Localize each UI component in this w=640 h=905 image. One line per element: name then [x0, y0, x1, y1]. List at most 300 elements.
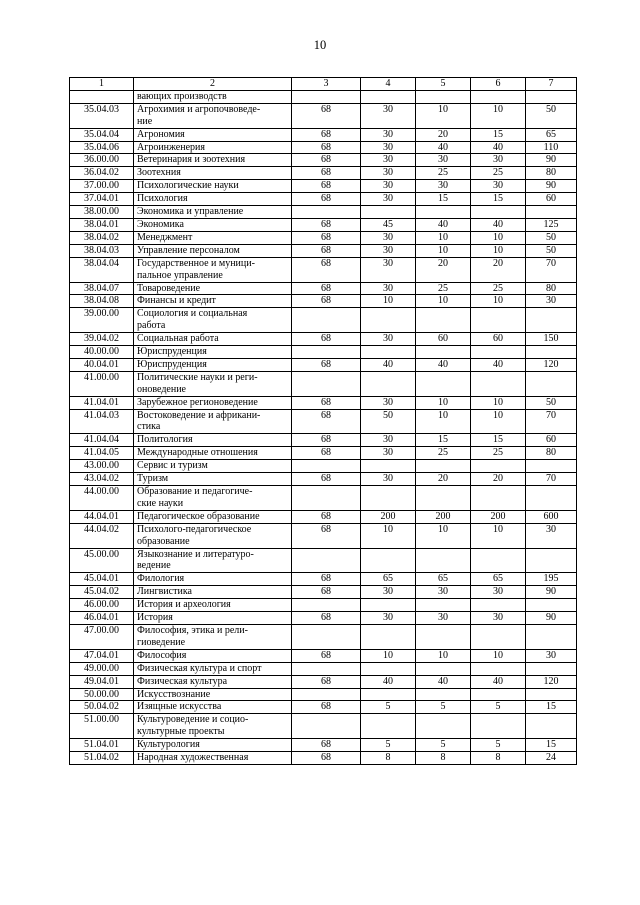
- col7-cell: 90: [526, 180, 577, 193]
- col4-cell: 30: [361, 447, 416, 460]
- col6-cell: 10: [471, 396, 526, 409]
- name-cell: Языкознание и литературо- ведение: [134, 548, 292, 573]
- table-row: [70, 295, 577, 308]
- col4-cell: [361, 714, 416, 739]
- col3-cell: [292, 662, 361, 675]
- col7-cell: [526, 206, 577, 219]
- col5-cell: [416, 206, 471, 219]
- table-row: [70, 346, 577, 359]
- col5-cell: [416, 308, 471, 333]
- table-row: [70, 739, 577, 752]
- col6-cell: [471, 548, 526, 573]
- col6-cell: 40: [471, 218, 526, 231]
- table-row: [70, 473, 577, 486]
- col6-cell: [471, 714, 526, 739]
- col3-cell: 68: [292, 231, 361, 244]
- table-row: [70, 396, 577, 409]
- col7-cell: 24: [526, 752, 577, 765]
- col3-cell: 68: [292, 128, 361, 141]
- name-cell: вающих производств: [134, 90, 292, 103]
- table-row: [70, 701, 577, 714]
- col7-cell: 70: [526, 257, 577, 282]
- col7-cell: 125: [526, 218, 577, 231]
- col5-cell: 30: [416, 180, 471, 193]
- name-cell: Искусствознание: [134, 688, 292, 701]
- col5-cell: 10: [416, 409, 471, 434]
- col6-cell: 30: [471, 612, 526, 625]
- col3-cell: 68: [292, 257, 361, 282]
- name-cell: Политология: [134, 434, 292, 447]
- col6-cell: 10: [471, 231, 526, 244]
- name-cell: Государственное и муници- пальное управление: [134, 257, 292, 282]
- table-row: [70, 141, 577, 154]
- name-cell: Социология и социальная работа: [134, 308, 292, 333]
- col5-cell: 40: [416, 218, 471, 231]
- col3-cell: 68: [292, 510, 361, 523]
- col6-cell: 40: [471, 675, 526, 688]
- col7-cell: [526, 624, 577, 649]
- name-cell: Философия: [134, 649, 292, 662]
- name-cell: Товароведение: [134, 282, 292, 295]
- col4-cell: [361, 371, 416, 396]
- name-cell: История: [134, 612, 292, 625]
- col4-cell: [361, 206, 416, 219]
- col6-cell: 30: [471, 180, 526, 193]
- col3-cell: [292, 346, 361, 359]
- col4-cell: 65: [361, 573, 416, 586]
- code-cell: 41.04.05: [70, 447, 134, 460]
- col6-cell: 25: [471, 167, 526, 180]
- col6-cell: 15: [471, 193, 526, 206]
- code-cell: 47.00.00: [70, 624, 134, 649]
- code-cell: 50.04.02: [70, 701, 134, 714]
- col3-cell: 68: [292, 333, 361, 346]
- column-header-6: 6: [471, 78, 526, 91]
- col7-cell: 60: [526, 193, 577, 206]
- col4-cell: 30: [361, 167, 416, 180]
- table-row: [70, 486, 577, 511]
- col5-cell: 30: [416, 154, 471, 167]
- col3-cell: 68: [292, 675, 361, 688]
- col5-cell: [416, 90, 471, 103]
- col6-cell: [471, 371, 526, 396]
- col7-cell: 50: [526, 103, 577, 128]
- code-cell: 45.04.01: [70, 573, 134, 586]
- table-row: [70, 649, 577, 662]
- col4-cell: [361, 624, 416, 649]
- col4-cell: 30: [361, 103, 416, 128]
- col5-cell: 60: [416, 333, 471, 346]
- col3-cell: 68: [292, 434, 361, 447]
- col4-cell: [361, 346, 416, 359]
- col7-cell: 120: [526, 358, 577, 371]
- col5-cell: [416, 460, 471, 473]
- col7-cell: [526, 346, 577, 359]
- code-cell: 36.04.02: [70, 167, 134, 180]
- col3-cell: 68: [292, 396, 361, 409]
- col7-cell: 60: [526, 434, 577, 447]
- name-cell: Физическая культура и спорт: [134, 662, 292, 675]
- code-cell: 51.04.02: [70, 752, 134, 765]
- col4-cell: 30: [361, 141, 416, 154]
- col7-cell: 15: [526, 739, 577, 752]
- col4-cell: 10: [361, 523, 416, 548]
- col7-cell: [526, 548, 577, 573]
- code-cell: 38.04.02: [70, 231, 134, 244]
- col7-cell: 80: [526, 282, 577, 295]
- col5-cell: 40: [416, 358, 471, 371]
- code-cell: 37.00.00: [70, 180, 134, 193]
- code-cell: 40.04.01: [70, 358, 134, 371]
- col3-cell: 68: [292, 473, 361, 486]
- name-cell: Менеджмент: [134, 231, 292, 244]
- col4-cell: [361, 662, 416, 675]
- col5-cell: [416, 371, 471, 396]
- col7-cell: 110: [526, 141, 577, 154]
- col4-cell: [361, 548, 416, 573]
- col3-cell: 68: [292, 523, 361, 548]
- table-row: [70, 333, 577, 346]
- table-row: [70, 688, 577, 701]
- code-cell: 38.04.07: [70, 282, 134, 295]
- table-row: [70, 434, 577, 447]
- code-cell: 35.04.03: [70, 103, 134, 128]
- col4-cell: 30: [361, 180, 416, 193]
- col4-cell: 40: [361, 675, 416, 688]
- table-row: [70, 154, 577, 167]
- table-row: [70, 371, 577, 396]
- col4-cell: 30: [361, 396, 416, 409]
- col7-cell: 15: [526, 701, 577, 714]
- code-cell: 44.04.02: [70, 523, 134, 548]
- col5-cell: 30: [416, 586, 471, 599]
- col5-cell: 10: [416, 295, 471, 308]
- col7-cell: 120: [526, 675, 577, 688]
- col4-cell: [361, 486, 416, 511]
- name-cell: Психолого-педагогическое образование: [134, 523, 292, 548]
- name-cell: Юриспруденция: [134, 346, 292, 359]
- col3-cell: 68: [292, 141, 361, 154]
- name-cell: Ветеринария и зоотехния: [134, 154, 292, 167]
- col4-cell: 30: [361, 434, 416, 447]
- col5-cell: 30: [416, 612, 471, 625]
- col5-cell: [416, 688, 471, 701]
- col4-cell: 30: [361, 154, 416, 167]
- table-row: [70, 282, 577, 295]
- col7-cell: 50: [526, 231, 577, 244]
- table-row: [70, 308, 577, 333]
- col7-cell: 90: [526, 612, 577, 625]
- col4-cell: 50: [361, 409, 416, 434]
- col5-cell: 10: [416, 103, 471, 128]
- code-cell: 37.04.01: [70, 193, 134, 206]
- table-row: [70, 409, 577, 434]
- col5-cell: 25: [416, 167, 471, 180]
- col6-cell: [471, 688, 526, 701]
- name-cell: Финансы и кредит: [134, 295, 292, 308]
- col4-cell: 5: [361, 739, 416, 752]
- table-row: [70, 599, 577, 612]
- col4-cell: 40: [361, 358, 416, 371]
- table-row: [70, 193, 577, 206]
- code-cell: 38.04.01: [70, 218, 134, 231]
- col6-cell: 30: [471, 586, 526, 599]
- col3-cell: 68: [292, 154, 361, 167]
- name-cell: Агрономия: [134, 128, 292, 141]
- table-row: [70, 523, 577, 548]
- name-cell: Сервис и туризм: [134, 460, 292, 473]
- table-row: [70, 103, 577, 128]
- col7-cell: [526, 460, 577, 473]
- table-row: [70, 752, 577, 765]
- name-cell: Агроинженерия: [134, 141, 292, 154]
- col6-cell: 10: [471, 244, 526, 257]
- code-cell: 40.00.00: [70, 346, 134, 359]
- col5-cell: [416, 714, 471, 739]
- col3-cell: [292, 206, 361, 219]
- col5-cell: 10: [416, 649, 471, 662]
- col7-cell: 150: [526, 333, 577, 346]
- col7-cell: [526, 371, 577, 396]
- col3-cell: [292, 714, 361, 739]
- col3-cell: [292, 486, 361, 511]
- name-cell: Международные отношения: [134, 447, 292, 460]
- col7-cell: 30: [526, 295, 577, 308]
- col4-cell: 30: [361, 612, 416, 625]
- table-row: [70, 218, 577, 231]
- name-cell: Экономика и управление: [134, 206, 292, 219]
- code-cell: 39.00.00: [70, 308, 134, 333]
- name-cell: Зарубежное регионоведение: [134, 396, 292, 409]
- col6-cell: 25: [471, 282, 526, 295]
- code-cell: 49.04.01: [70, 675, 134, 688]
- col6-cell: [471, 308, 526, 333]
- col6-cell: 5: [471, 739, 526, 752]
- code-cell: 41.04.03: [70, 409, 134, 434]
- name-cell: Агрохимия и агропочвоведе- ние: [134, 103, 292, 128]
- col6-cell: [471, 346, 526, 359]
- col3-cell: [292, 460, 361, 473]
- name-cell: Лингвистика: [134, 586, 292, 599]
- table-row: [70, 612, 577, 625]
- code-cell: 46.00.00: [70, 599, 134, 612]
- col5-cell: [416, 346, 471, 359]
- col7-cell: 50: [526, 396, 577, 409]
- col5-cell: [416, 599, 471, 612]
- table-row: [70, 180, 577, 193]
- col3-cell: 68: [292, 573, 361, 586]
- code-cell: 41.00.00: [70, 371, 134, 396]
- name-cell: История и археология: [134, 599, 292, 612]
- col3-cell: [292, 688, 361, 701]
- col5-cell: [416, 662, 471, 675]
- col4-cell: [361, 308, 416, 333]
- name-cell: Филология: [134, 573, 292, 586]
- col5-cell: 65: [416, 573, 471, 586]
- col3-cell: 68: [292, 409, 361, 434]
- code-cell: 43.04.02: [70, 473, 134, 486]
- col3-cell: 68: [292, 739, 361, 752]
- col3-cell: 68: [292, 180, 361, 193]
- col3-cell: [292, 90, 361, 103]
- code-cell: 41.04.01: [70, 396, 134, 409]
- col3-cell: 68: [292, 103, 361, 128]
- col3-cell: 68: [292, 701, 361, 714]
- col6-cell: 10: [471, 103, 526, 128]
- col7-cell: [526, 714, 577, 739]
- table-row: [70, 206, 577, 219]
- col5-cell: 20: [416, 128, 471, 141]
- col6-cell: 20: [471, 473, 526, 486]
- column-header-1: 1: [70, 78, 134, 91]
- code-cell: 44.04.01: [70, 510, 134, 523]
- code-cell: [70, 90, 134, 103]
- col6-cell: 5: [471, 701, 526, 714]
- col7-cell: 195: [526, 573, 577, 586]
- col5-cell: 40: [416, 675, 471, 688]
- col3-cell: 68: [292, 282, 361, 295]
- col7-cell: [526, 486, 577, 511]
- column-header-4: 4: [361, 78, 416, 91]
- column-header-5: 5: [416, 78, 471, 91]
- code-cell: 45.00.00: [70, 548, 134, 573]
- col6-cell: [471, 662, 526, 675]
- table-row: [70, 714, 577, 739]
- col3-cell: 68: [292, 358, 361, 371]
- col3-cell: [292, 624, 361, 649]
- col6-cell: [471, 599, 526, 612]
- col6-cell: 65: [471, 573, 526, 586]
- col7-cell: 90: [526, 586, 577, 599]
- table-row: [70, 573, 577, 586]
- col7-cell: 80: [526, 447, 577, 460]
- table-row: [70, 460, 577, 473]
- code-cell: 36.00.00: [70, 154, 134, 167]
- col3-cell: [292, 371, 361, 396]
- col5-cell: 25: [416, 447, 471, 460]
- col6-cell: 200: [471, 510, 526, 523]
- code-cell: 43.00.00: [70, 460, 134, 473]
- col4-cell: 45: [361, 218, 416, 231]
- code-cell: 47.04.01: [70, 649, 134, 662]
- col3-cell: [292, 548, 361, 573]
- col6-cell: 10: [471, 649, 526, 662]
- name-cell: Туризм: [134, 473, 292, 486]
- code-cell: 38.04.04: [70, 257, 134, 282]
- col4-cell: [361, 90, 416, 103]
- col6-cell: [471, 486, 526, 511]
- col4-cell: 8: [361, 752, 416, 765]
- col6-cell: 8: [471, 752, 526, 765]
- table-header-row: [70, 78, 577, 91]
- col5-cell: 40: [416, 141, 471, 154]
- table-row: [70, 548, 577, 573]
- col7-cell: [526, 308, 577, 333]
- col6-cell: [471, 624, 526, 649]
- column-header-7: 7: [526, 78, 577, 91]
- code-cell: 39.04.02: [70, 333, 134, 346]
- col4-cell: [361, 599, 416, 612]
- col5-cell: 10: [416, 523, 471, 548]
- code-cell: 45.04.02: [70, 586, 134, 599]
- col3-cell: 68: [292, 244, 361, 257]
- col3-cell: 68: [292, 218, 361, 231]
- col7-cell: 90: [526, 154, 577, 167]
- col5-cell: [416, 486, 471, 511]
- col6-cell: 60: [471, 333, 526, 346]
- name-cell: Востоковедение и африкани- стика: [134, 409, 292, 434]
- code-cell: 35.04.04: [70, 128, 134, 141]
- col4-cell: [361, 460, 416, 473]
- col6-cell: [471, 90, 526, 103]
- col3-cell: 68: [292, 649, 361, 662]
- table-row: [70, 244, 577, 257]
- code-cell: 46.04.01: [70, 612, 134, 625]
- name-cell: Народная художественная: [134, 752, 292, 765]
- col6-cell: 15: [471, 128, 526, 141]
- col6-cell: 25: [471, 447, 526, 460]
- name-cell: Управление персоналом: [134, 244, 292, 257]
- quota-table: [69, 77, 577, 765]
- col6-cell: 40: [471, 141, 526, 154]
- col6-cell: 10: [471, 295, 526, 308]
- col7-cell: 50: [526, 244, 577, 257]
- col4-cell: 30: [361, 586, 416, 599]
- col4-cell: 30: [361, 282, 416, 295]
- code-cell: 44.00.00: [70, 486, 134, 511]
- col4-cell: 200: [361, 510, 416, 523]
- col4-cell: 10: [361, 649, 416, 662]
- code-cell: 38.00.00: [70, 206, 134, 219]
- table-row: [70, 231, 577, 244]
- col4-cell: 10: [361, 295, 416, 308]
- col5-cell: 8: [416, 752, 471, 765]
- col5-cell: [416, 548, 471, 573]
- col5-cell: 25: [416, 282, 471, 295]
- name-cell: Изящные искусства: [134, 701, 292, 714]
- col6-cell: 30: [471, 154, 526, 167]
- column-header-2: 2: [134, 78, 292, 91]
- table-body: [70, 90, 577, 764]
- name-cell: Философия, этика и рели- гиоведение: [134, 624, 292, 649]
- code-cell: 51.00.00: [70, 714, 134, 739]
- col7-cell: [526, 599, 577, 612]
- col4-cell: [361, 688, 416, 701]
- col7-cell: 70: [526, 473, 577, 486]
- col3-cell: 68: [292, 447, 361, 460]
- col4-cell: 5: [361, 701, 416, 714]
- name-cell: Зоотехния: [134, 167, 292, 180]
- name-cell: Культуроведение и социо- культурные проекты: [134, 714, 292, 739]
- col7-cell: 65: [526, 128, 577, 141]
- col3-cell: [292, 599, 361, 612]
- name-cell: Физическая культура: [134, 675, 292, 688]
- col3-cell: [292, 308, 361, 333]
- name-cell: Культурология: [134, 739, 292, 752]
- name-cell: Социальная работа: [134, 333, 292, 346]
- name-cell: Политические науки и реги- оноведение: [134, 371, 292, 396]
- table-row: [70, 257, 577, 282]
- table-row: [70, 128, 577, 141]
- col5-cell: 10: [416, 244, 471, 257]
- col5-cell: 10: [416, 231, 471, 244]
- code-cell: 49.00.00: [70, 662, 134, 675]
- col5-cell: [416, 624, 471, 649]
- table-row: [70, 167, 577, 180]
- col7-cell: [526, 662, 577, 675]
- col3-cell: 68: [292, 586, 361, 599]
- col7-cell: 80: [526, 167, 577, 180]
